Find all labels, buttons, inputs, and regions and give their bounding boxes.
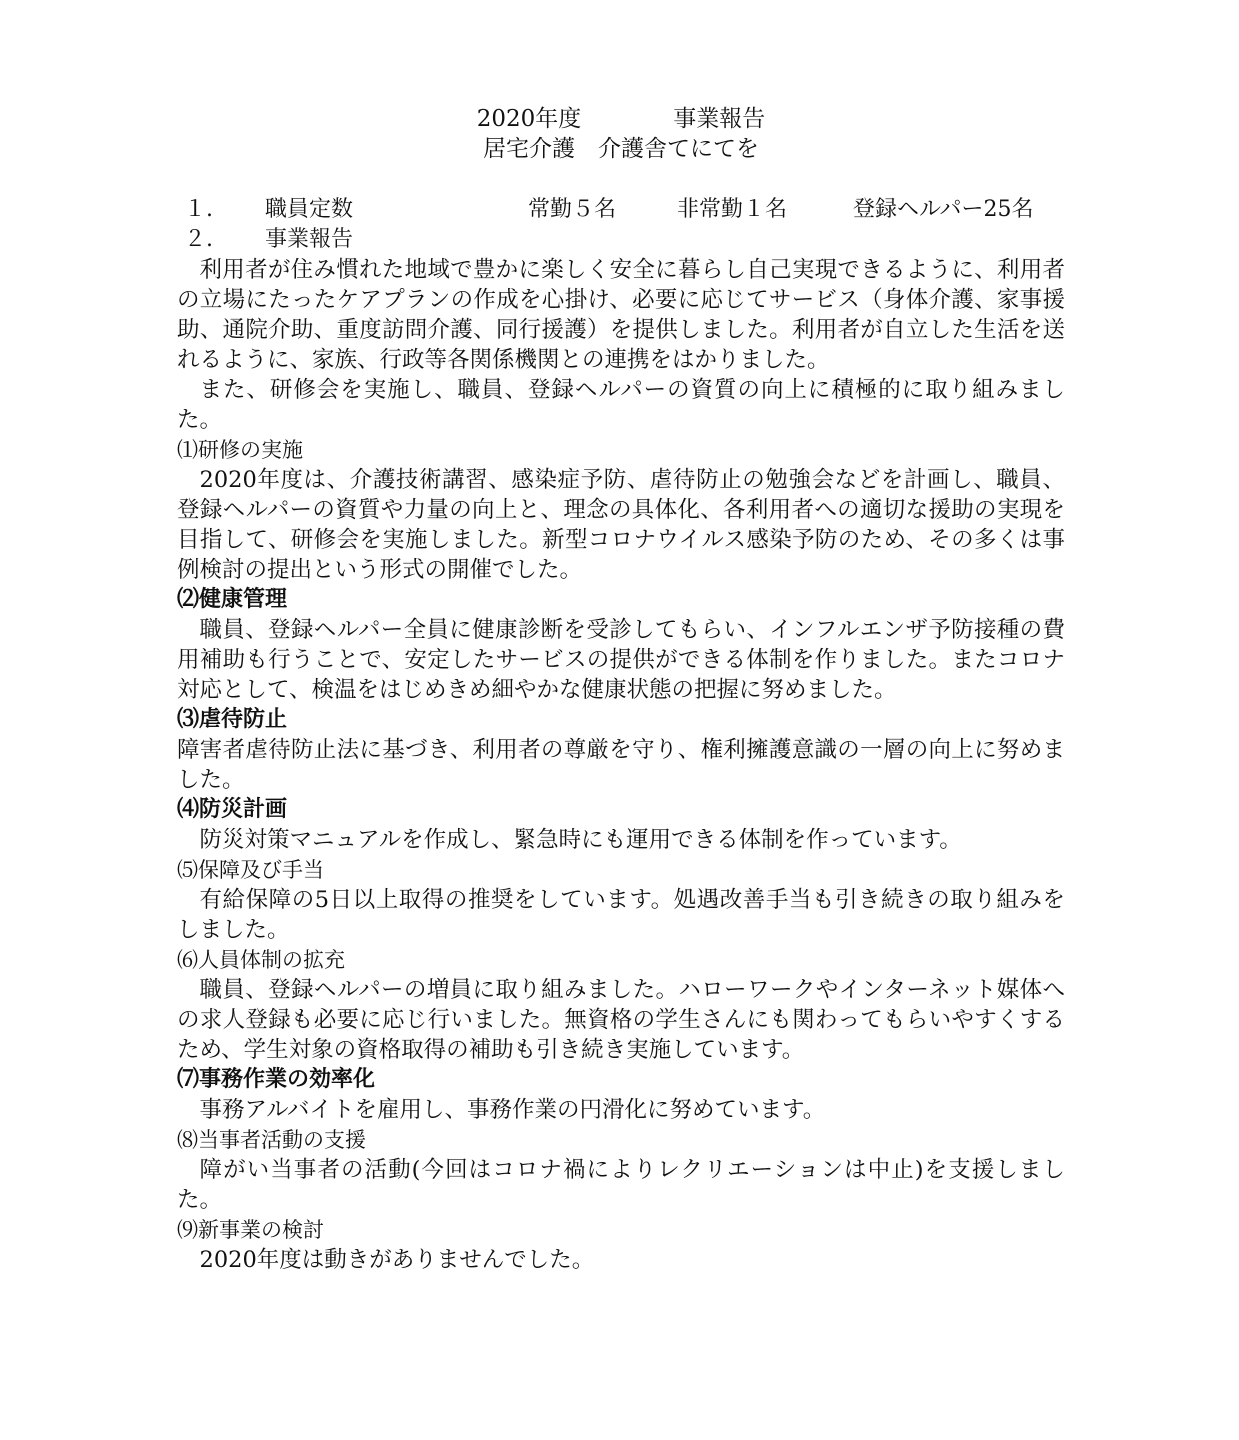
item-text: 有給保障の5日以上取得の推奨をしています。処遇改善手当も引き続きの取り組みをしました。 [177, 887, 1065, 943]
item-heading: ⑸保障及び手当 [177, 858, 324, 882]
item-text: 職員、登録ヘルパーの増員に取り組みました。ハローワークやインターネット媒体への求人登録も必要に応じ行いました。無資格の学生さんにも関わってもらいやすくするため、学生対象の資格取得の補助も引き続き実施しています。 [177, 977, 1065, 1063]
item-heading: ⑼新事業の検討 [177, 1218, 324, 1242]
report-body [177, 255, 1065, 1275]
item-text: 2020年度は動きがありませんでした。 [199, 1247, 595, 1273]
item-text: 事務アルバイトを雇用し、事務作業の円滑化に努めています。 [199, 1097, 826, 1123]
section-label: 事業報告 [265, 227, 354, 252]
helper-count: 登録ヘルパー25名 [853, 197, 1034, 222]
item-heading: ⑵健康管理 [177, 587, 288, 612]
intro-paragraph: 利用者が住み慣れた地域で豊かに楽しく安全に暮らし自己実現できるように、利用者の立場にたったケアプランの作成を心掛け、必要に応じてサービス（身体介護、家事援助、通院介助、重度訪問介護、同行援護）を提供しました。利用者が自立した生活を送れるように、家族、行政等各関係機関との連携をはかりました。 [177, 257, 1065, 373]
section-number: １. [184, 197, 213, 222]
intro-paragraph: また、研修会を実施し、職員、登録ヘルパーの資質の向上に積極的に取り組みました。 [177, 377, 1065, 433]
item-heading: ⑺事務作業の効率化 [177, 1067, 376, 1092]
full-time-count: 常勤５名 [528, 197, 617, 222]
item-heading: ⑶虐待防止 [177, 707, 288, 732]
item-heading: ⑹人員体制の拡充 [177, 948, 345, 972]
section-business-report [177, 225, 1065, 255]
section-number: ２. [184, 227, 213, 252]
office-name: 居宅介護 介護舎てにてを [483, 136, 759, 162]
item-text: 2020年度は、介護技術講習、感染症予防、虐待防止の勉強会などを計画し、職員、登録ヘルパーの資質や力量の向上と、理念の具体化、各利用者への適切な援助の実現を目指して、研修会を実施しました。新型コロナウイルス感染予防のため、その多くは事例検討の提出という形式の開催でした。 [177, 467, 1065, 583]
section-label: 職員定数 [265, 197, 354, 222]
item-text: 職員、登録ヘルパー全員に健康診断を受診してもらい、インフルエンザ予防接種の費用補助も行うことで、安定したサービスの提供ができる体制を作りました。またコロナ対応として、検温をはじめきめ細やかな健康状態の把握に努めました。 [177, 617, 1065, 703]
item-heading: ⑷防災計画 [177, 797, 288, 822]
report-title: 2020年度 事業報告 [476, 106, 766, 132]
item-heading: ⑴研修の実施 [177, 438, 303, 462]
section-staff-count [177, 195, 1065, 225]
item-text: 障害者虐待防止法に基づき、利用者の尊厳を守り、権利擁護意識の一層の向上に努めました。 [177, 737, 1065, 793]
part-time-count: 非常勤１名 [677, 197, 788, 222]
item-heading: ⑻当事者活動の支援 [177, 1128, 366, 1152]
item-text: 障がい当事者の活動(今回はコロナ禍によりレクリエーションは中止)を支援しました。 [177, 1157, 1065, 1213]
item-text: 防災対策マニュアルを作成し、緊急時にも運用できる体制を作っています。 [199, 827, 962, 853]
